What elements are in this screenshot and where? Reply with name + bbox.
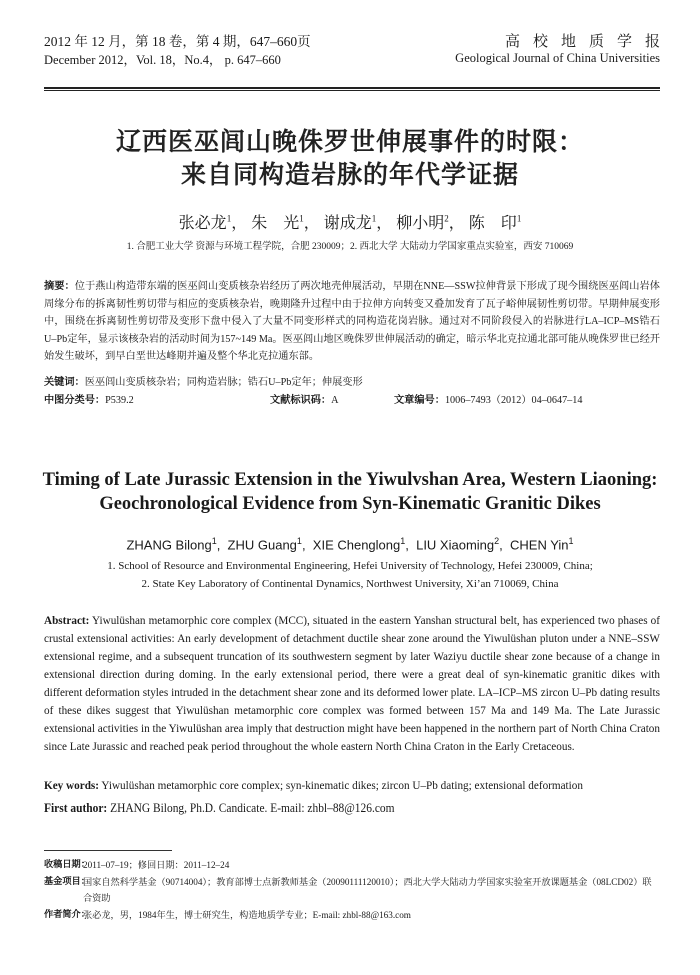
cn-article-label: 文章编号：: [394, 395, 445, 406]
cn-doc-value: A: [331, 395, 339, 406]
cn-affiliations: 1. 合肥工业大学 资源与环境工程学院，合肥 230009；2. 西北大学 大陆动力学国家重点实验室，西安 710069: [126, 242, 574, 252]
footnote-received-label: 收稿日期：: [44, 859, 90, 870]
en-keywords: [44, 780, 660, 792]
cn-abstract: [44, 278, 660, 366]
author-affiliation-mark: 1: [400, 536, 406, 546]
cn-doc-label: 文献标识码：: [270, 395, 332, 406]
author-affiliation-mark: 1: [568, 536, 574, 546]
cn-article-number: [394, 391, 582, 406]
footnote-rule: [44, 850, 172, 851]
footnote-author-label: 作者简介：: [44, 908, 90, 920]
cn-keywords: [44, 373, 660, 388]
running-header: [44, 30, 673, 80]
en-abstract-label: Abstract:: [44, 615, 90, 627]
cn-title-line-1: 辽西医巫闾山晚侏罗世伸展事件的时限：: [115, 127, 584, 156]
author-affiliation-mark: 1: [211, 536, 217, 546]
cn-class-label: 中图分类号：: [44, 395, 106, 406]
header-rule-thick: [44, 87, 660, 89]
author-affiliation-mark: 2: [444, 213, 449, 224]
en-author: XIE Chenglong: [312, 537, 401, 553]
footnote-author-text: 张必龙，男，1984年生，博士研究生，构造地质学专业；E-mail: zhbl-88@163.com: [83, 909, 411, 920]
cn-author: 张必龙: [178, 215, 227, 232]
cn-title-line-2: 来自同构造岩脉的年代学证据: [180, 160, 519, 189]
cn-article-value: 1006–7493（2012）04–0647–14: [444, 395, 583, 406]
en-first-author-text: ZHANG Bilong, Ph.D. Candicate. E-mail: zhbl–88@126.com: [110, 800, 395, 815]
author-affiliation-mark: 1: [516, 213, 522, 224]
author-affiliation-mark: 1: [299, 213, 304, 224]
cn-citation: 2012 年 12 月，第 18 卷，第 4 期，647–660页: [44, 34, 311, 49]
en-abstract: [44, 612, 660, 756]
cn-keywords-text: 医巫闾山变质核杂岩；同构造岩脉；锆石U–Pb定年；伸展变形: [84, 377, 363, 388]
en-author: ZHANG Bilong: [126, 537, 212, 553]
author-affiliation-mark: 1: [371, 213, 377, 224]
en-keywords-text: Yiwulüshan metamorphic core complex; syn-kinematic dikes; zircon U–Pb dating; extensional deformation: [101, 780, 583, 792]
cn-doc-code: [270, 391, 338, 406]
en-title-line-2: Geochronological Evidence from Syn-Kinematic Granitic Dikes: [99, 494, 601, 514]
cn-author: 朱 光: [251, 215, 300, 232]
footnote-received-text: 2011–07–19；修回日期：2011–12–24: [83, 860, 230, 870]
en-author-list: ZHANG Bilong$^1$, ZHU Guang$^1$, XIE Chenglong$^1$, LIU Xiaoming$^2$, CHEN Yin$^1$: [126, 536, 574, 553]
en-keywords-label: Key words:: [44, 780, 99, 792]
cn-class-number: [44, 395, 134, 406]
cn-journal-name: 高校地质学报: [504, 34, 673, 50]
en-author: LIU Xiaoming: [416, 537, 495, 553]
cn-abstract-text: 位于燕山构造带东端的医巫闾山变质核杂岩经历了两次地壳伸展活动，早期在NNE—SSW拉伸背景下形成了现今围绕医巫闾山岩体周缘分布的拆离韧性剪切带与相应的变质核杂岩，晚期隆升过程中由于拉伸方向转变又叠加发育了瓦子峪伸展韧性剪切带。早期伸展变形中，围绕在拆离韧性剪切带及变形下盘中侵入了大量不同变形样式的同构造花岗岩脉。通过对不同阶段侵入的岩脉进行LA–ICP–MS锆石U–Pb定年，显示该核杂岩的活动时间为157~149 Ma。医巫闾山地区晚侏罗世伸展活动的确定，暗示华北克拉通北部可能从晚侏罗世已经开始发生破坏，到早白垩世达峰期并遍及整个华北克拉通东部。: [44, 281, 660, 363]
author-affiliation-mark: 1: [296, 536, 302, 546]
author-affiliation-mark: 1: [226, 213, 232, 224]
cn-author-list: 张必龙$^1$， 朱 光$^1$， 谢成龙$^1$， 柳小明$^2$， 陈 印$^1$: [178, 213, 522, 232]
en-abstract-text: Yiwulüshan metamorphic core complex (MCC), situated in the eastern Yanshan structural belt, has experienced two phases of crustal extensional activities: An early development of detachment ductile shear zone around the Yiwulüshan pluton under a NNE–SSW extensional regime, and a subsequent truncation of its southwestern segment by later Waziyu ductile shear zone because of a change in extensional direction during doming. In the early extensional period, there were a great deal of syn-kinematic granitic dikes with different deformation styles intruded in the detachment shear zone and its deformed lower plate. LA–ICP–MS zircon U–Pb dating results of these dikes suggest that Yiwulüshan metamorphic core complex was formed between 157 Ma and 149 Ma. The Late Jurassic extensional activities in the Yiwulüshan area imply that destruction might have been happened in the northern part of North China Craton since Late Jurassic and reached peak period throughout the whole eastern North China Craton in the Early Cretaceous.: [44, 615, 660, 753]
author-affiliation-mark: 2: [494, 536, 500, 546]
cn-keywords-label: 关键词：: [44, 377, 85, 388]
footnote-received: [44, 857, 660, 874]
en-citation: December 2012，Vol. 18，No.4， p. 647–660: [44, 53, 281, 67]
cn-author: 谢成龙: [323, 215, 372, 232]
cn-classification-line: [44, 391, 660, 406]
en-author: CHEN Yin: [510, 537, 569, 553]
cn-class-value: P539.2: [105, 395, 134, 406]
en-affiliation-1: 1. School of Resource and Environmental Engineering, Hefei University of Technology, Hefei 230009, China;: [107, 560, 593, 572]
en-author: ZHU Guang: [227, 537, 297, 553]
footnotes: [44, 857, 660, 923]
header-rule-thin: [44, 90, 660, 91]
footnote-funding: [44, 874, 660, 907]
footnote-funding-text: 国家自然科学基金（90714004）；教育部博士点新教师基金（20090111120010）；西北大学大陆动力学国家实验室开放课题基金（08LCD02）联合资助: [83, 876, 652, 903]
footnote-funding-label: 基金项目：: [44, 875, 90, 887]
cn-author: 陈 印: [468, 215, 517, 232]
footnote-author: [44, 907, 660, 924]
en-title-line-1: Timing of Late Jurassic Extension in the Yiwulvshan Area, Western Liaoning:: [42, 470, 658, 490]
cn-abstract-label: 摘要：: [44, 281, 75, 292]
en-first-author-label: First author:: [44, 800, 108, 815]
en-affiliation-2: 2. State Key Laboratory of Continental Dynamics, Northwest University, Xi’an 710069, China: [141, 578, 559, 590]
en-first-author: [44, 800, 586, 816]
en-journal-name: Geological Journal of China Universities: [455, 51, 660, 65]
cn-author: 柳小明: [396, 215, 445, 232]
